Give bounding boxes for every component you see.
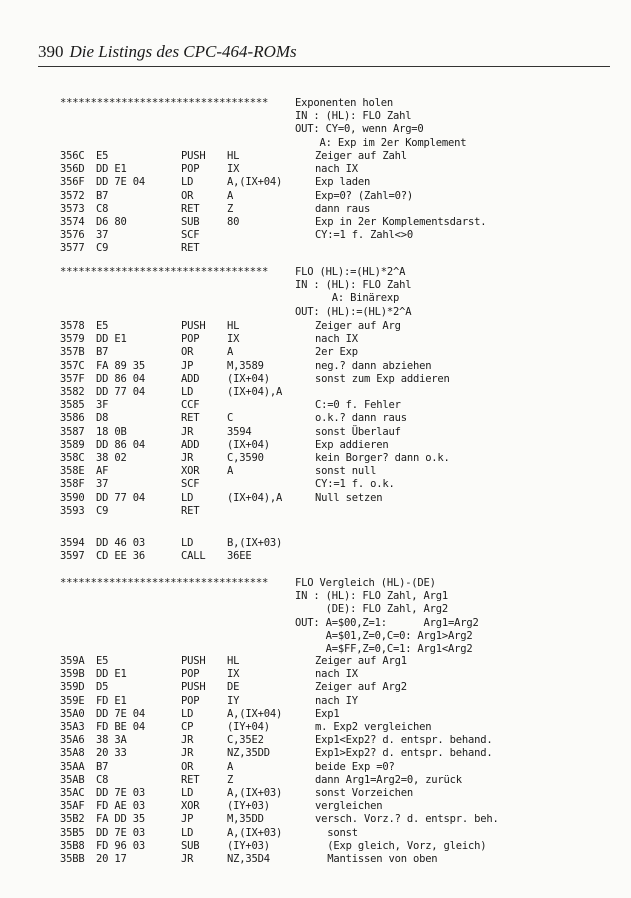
line-comment: nach IX: [315, 333, 358, 346]
line-comment: beide Exp =0?: [315, 760, 395, 773]
line-mnemonic: RET: [181, 773, 200, 786]
line-mnemonic: XOR: [181, 800, 200, 813]
line-address: 35A6: [60, 734, 85, 747]
line-mnemonic: OR: [181, 346, 194, 359]
line-opcode-bytes: E5: [96, 320, 109, 332]
line-mnemonic: SUB: [181, 216, 200, 228]
line-opcode-bytes: B7: [96, 346, 109, 359]
line-address: 3587: [60, 425, 85, 438]
line-address: 358E: [60, 465, 85, 478]
line-opcode-bytes: FD AE 03: [96, 800, 145, 813]
line-operand: 3594: [227, 425, 252, 438]
line-address: 3589: [60, 438, 85, 451]
line-comment: Exp1: [315, 707, 340, 720]
line-opcode-bytes: CD EE 36: [96, 550, 145, 563]
line-operand: M,3589: [227, 359, 264, 372]
line-address: 35B2: [60, 813, 85, 826]
line-mnemonic: JR: [181, 452, 194, 464]
line-mnemonic: CALL: [181, 550, 206, 563]
line-opcode-bytes: DD 77 04: [96, 491, 145, 504]
line-opcode-bytes: 37: [96, 478, 109, 491]
line-mnemonic: OR: [181, 760, 194, 773]
line-comment: (Exp gleich, Vorz, gleich): [315, 839, 487, 852]
line-operand: DE: [227, 681, 240, 694]
line-address: 357F: [60, 372, 85, 385]
line-operand: Z: [227, 202, 234, 215]
line-address: 35A0: [60, 707, 85, 720]
line-operand: IX: [227, 163, 240, 176]
line-opcode-bytes: B7: [96, 760, 109, 773]
line-opcode-bytes: DD 7E 04: [96, 707, 145, 720]
line-mnemonic: RET: [181, 202, 200, 215]
line-mnemonic: POP: [181, 163, 200, 176]
line-comment: m. Exp2 vergleichen: [315, 721, 432, 733]
line-opcode-bytes: FD E1: [96, 694, 127, 707]
line-address: 3582: [60, 386, 85, 398]
line-mnemonic: POP: [181, 333, 200, 346]
routine-remark: A=$01,Z=0,C=0: Arg1>Arg2: [295, 629, 473, 642]
line-opcode-bytes: DD 86 04: [96, 372, 145, 385]
line-opcode-bytes: 3F: [96, 399, 109, 412]
line-mnemonic: LD: [181, 176, 194, 189]
line-address: 356C: [60, 150, 85, 162]
routine-remark: Exponenten holen: [295, 97, 393, 109]
line-operand: 80: [227, 216, 240, 228]
line-address: 35AB: [60, 773, 85, 786]
line-operand: M,35DD: [227, 813, 264, 826]
line-address: 3578: [60, 320, 85, 332]
line-comment: nach IX: [315, 668, 358, 681]
line-mnemonic: RET: [181, 504, 200, 517]
line-mnemonic: JR: [181, 747, 194, 760]
routine-remark: FLO (HL):=(HL)*2^A: [295, 266, 406, 278]
line-opcode-bytes: C9: [96, 504, 109, 517]
line-mnemonic: JP: [181, 359, 194, 372]
line-comment: Zeiger auf Arg2: [315, 681, 407, 694]
line-comment: versch. Vorz.? d. entspr. beh.: [315, 813, 499, 826]
line-operand: (IY+04): [227, 721, 270, 733]
line-address: 3579: [60, 333, 85, 346]
line-mnemonic: JR: [181, 853, 194, 865]
line-comment: C:=0 f. Fehler: [315, 399, 401, 412]
line-mnemonic: ADD: [181, 372, 200, 385]
routine-remark: OUT: CY=0, wenn Arg=0: [295, 123, 424, 136]
line-comment: Exp addieren: [315, 438, 389, 451]
line-address: 359A: [60, 655, 85, 667]
line-mnemonic: POP: [181, 694, 200, 707]
line-mnemonic: PUSH: [181, 681, 206, 694]
routine-remark: OUT: (HL):=(HL)*2^A: [295, 305, 412, 318]
line-opcode-bytes: D8: [96, 412, 109, 425]
line-comment: Exp1>Exp2? d. entspr. behand.: [315, 747, 493, 760]
line-address: 35A3: [60, 721, 85, 733]
line-address: 356D: [60, 163, 85, 176]
line-comment: sonst: [315, 826, 358, 839]
line-opcode-bytes: DD E1: [96, 163, 127, 176]
line-address: 3597: [60, 550, 85, 563]
line-opcode-bytes: E5: [96, 655, 109, 667]
line-comment: Zeiger auf Arg1: [315, 655, 407, 667]
line-address: 359D: [60, 681, 85, 694]
section-separator: **********************************: [60, 97, 269, 109]
line-opcode-bytes: D5: [96, 681, 109, 694]
line-mnemonic: XOR: [181, 465, 200, 478]
line-address: 35A8: [60, 747, 85, 760]
line-mnemonic: PUSH: [181, 320, 206, 332]
line-operand: (IY+03): [227, 800, 270, 813]
line-operand: 36EE: [227, 550, 252, 563]
line-comment: nach IX: [315, 163, 358, 176]
line-opcode-bytes: DD 7E 03: [96, 826, 145, 839]
line-comment: 2er Exp: [315, 346, 358, 359]
line-operand: Z: [227, 773, 234, 786]
line-opcode-bytes: E5: [96, 150, 109, 162]
line-comment: Exp laden: [315, 176, 371, 189]
routine-remark: OUT: A=$00,Z=1: Arg1=Arg2: [295, 616, 479, 629]
line-opcode-bytes: C8: [96, 773, 109, 786]
line-mnemonic: JR: [181, 425, 194, 438]
line-address: 358C: [60, 452, 85, 464]
line-operand: HL: [227, 320, 240, 332]
line-mnemonic: LD: [181, 826, 194, 839]
line-opcode-bytes: 38 3A: [96, 734, 127, 747]
line-operand: B,(IX+03): [227, 537, 283, 549]
line-mnemonic: LD: [181, 537, 194, 549]
line-opcode-bytes: FA 89 35: [96, 359, 145, 372]
line-opcode-bytes: DD 86 04: [96, 438, 145, 451]
line-comment: neg.? dann abziehen: [315, 359, 432, 372]
routine-remark: (DE): FLO Zahl, Arg2: [295, 603, 449, 616]
line-opcode-bytes: DD 77 04: [96, 386, 145, 398]
line-comment: sonst null: [315, 465, 377, 478]
line-opcode-bytes: C9: [96, 242, 109, 255]
line-mnemonic: JR: [181, 734, 194, 747]
section-separator: **********************************: [60, 266, 269, 278]
line-opcode-bytes: FD BE 04: [96, 721, 145, 733]
line-comment: Exp1<Exp2? d. entspr. behand.: [315, 734, 493, 747]
line-mnemonic: SUB: [181, 839, 200, 852]
line-mnemonic: LD: [181, 491, 194, 504]
line-comment: Zeiger auf Arg: [315, 320, 401, 332]
routine-remark: IN : (HL): FLO Zahl: [295, 110, 412, 123]
line-mnemonic: ADD: [181, 438, 200, 451]
page-title: Die Listings des CPC-464-ROMs: [69, 42, 297, 61]
line-mnemonic: PUSH: [181, 150, 206, 162]
line-operand: (IY+03): [227, 839, 270, 852]
line-opcode-bytes: 37: [96, 229, 109, 242]
line-operand: A,(IX+04): [227, 707, 283, 720]
line-mnemonic: LD: [181, 707, 194, 720]
line-address: 3573: [60, 202, 85, 215]
line-comment: Exp=0? (Zahl=0?): [315, 189, 413, 202]
line-comment: o.k.? dann raus: [315, 412, 407, 425]
line-opcode-bytes: DD E1: [96, 333, 127, 346]
line-comment: nach IY: [315, 694, 358, 707]
line-comment: sonst Vorzeichen: [315, 787, 413, 799]
line-operand: (IX+04): [227, 372, 270, 385]
line-mnemonic: LD: [181, 787, 194, 799]
line-comment: kein Borger? dann o.k.: [315, 452, 450, 464]
line-address: 3572: [60, 189, 85, 202]
line-address: 359B: [60, 668, 85, 681]
line-opcode-bytes: 20 33: [96, 747, 127, 760]
line-operand: (IX+04): [227, 438, 270, 451]
line-operand: A: [227, 760, 234, 773]
page-number: 390: [38, 42, 64, 61]
line-opcode-bytes: FA DD 35: [96, 813, 145, 826]
line-opcode-bytes: DD 7E 04: [96, 176, 145, 189]
line-operand: IX: [227, 668, 240, 681]
line-opcode-bytes: DD 46 03: [96, 537, 145, 549]
line-opcode-bytes: C8: [96, 202, 109, 215]
line-address: 358F: [60, 478, 85, 491]
line-opcode-bytes: 18 0B: [96, 425, 127, 438]
routine-remark: A=$FF,Z=0,C=1: Arg1<Arg2: [295, 643, 473, 655]
line-comment: dann Arg1=Arg2=0, zurück: [315, 773, 462, 786]
line-address: 35AC: [60, 787, 85, 799]
routine-remark: A: Exp im 2er Komplement: [295, 136, 467, 149]
line-mnemonic: LD: [181, 386, 194, 398]
line-opcode-bytes: 20 17: [96, 853, 127, 865]
line-comment: Null setzen: [315, 491, 383, 504]
line-comment: Zeiger auf Zahl: [315, 150, 407, 162]
line-mnemonic: SCF: [181, 478, 200, 491]
line-comment: vergleichen: [315, 800, 383, 813]
line-operand: A: [227, 189, 234, 202]
line-mnemonic: SCF: [181, 229, 200, 242]
line-address: 35B8: [60, 839, 85, 852]
line-operand: A,(IX+03): [227, 787, 283, 799]
line-address: 3590: [60, 491, 85, 504]
line-opcode-bytes: DD 7E 03: [96, 787, 145, 799]
line-opcode-bytes: DD E1: [96, 668, 127, 681]
line-operand: IX: [227, 333, 240, 346]
line-address: 357B: [60, 346, 85, 359]
routine-remark: A: Binärexp: [295, 292, 400, 305]
line-address: 3574: [60, 216, 85, 228]
line-mnemonic: CP: [181, 721, 194, 733]
routine-remark: IN : (HL): FLO Zahl, Arg1: [295, 590, 449, 603]
line-operand: (IX+04),A: [227, 386, 283, 398]
line-address: 3593: [60, 504, 85, 517]
line-mnemonic: RET: [181, 242, 200, 255]
line-address: 3576: [60, 229, 85, 242]
line-address: 3577: [60, 242, 85, 255]
line-operand: A,(IX+04): [227, 176, 283, 189]
line-operand: A,(IX+03): [227, 826, 283, 839]
line-mnemonic: JP: [181, 813, 194, 826]
line-address: 35AA: [60, 760, 85, 773]
line-operand: HL: [227, 655, 240, 667]
line-opcode-bytes: AF: [96, 465, 109, 478]
line-comment: dann raus: [315, 202, 371, 215]
line-comment: Exp in 2er Komplementsdarst.: [315, 216, 487, 228]
line-comment: sonst Überlauf: [315, 425, 401, 438]
line-opcode-bytes: 38 02: [96, 452, 127, 464]
line-address: 359E: [60, 694, 85, 707]
line-comment: Mantissen von oben: [315, 853, 438, 865]
line-operand: (IX+04),A: [227, 491, 283, 504]
line-address: 357C: [60, 359, 85, 372]
line-opcode-bytes: D6 80: [96, 216, 127, 228]
line-mnemonic: RET: [181, 412, 200, 425]
line-operand: C,3590: [227, 452, 264, 464]
line-comment: sonst zum Exp addieren: [315, 372, 450, 385]
line-operand: C,35E2: [227, 734, 264, 747]
line-address: 35AF: [60, 800, 85, 813]
line-operand: HL: [227, 150, 240, 162]
routine-remark: IN : (HL): FLO Zahl: [295, 279, 412, 292]
line-address: 3594: [60, 537, 85, 549]
line-address: 35B5: [60, 826, 85, 839]
line-operand: A: [227, 465, 234, 478]
line-address: 356F: [60, 176, 85, 189]
routine-remark: FLO Vergleich (HL)-(DE): [295, 577, 436, 589]
line-operand: NZ,35DD: [227, 747, 270, 760]
line-address: 3585: [60, 399, 85, 412]
line-opcode-bytes: FD 96 03: [96, 839, 145, 852]
line-operand: C: [227, 412, 234, 425]
line-operand: NZ,35D4: [227, 853, 270, 865]
line-mnemonic: CCF: [181, 399, 200, 412]
line-opcode-bytes: B7: [96, 189, 109, 202]
line-comment: CY:=1 f. Zahl<>0: [315, 229, 413, 242]
line-mnemonic: PUSH: [181, 655, 206, 667]
line-operand: IY: [227, 694, 240, 707]
line-mnemonic: OR: [181, 189, 194, 202]
line-address: 35BB: [60, 853, 85, 865]
line-comment: CY:=1 f. o.k.: [315, 478, 395, 491]
line-address: 3586: [60, 412, 85, 425]
line-mnemonic: POP: [181, 668, 200, 681]
line-operand: A: [227, 346, 234, 359]
section-separator: **********************************: [60, 577, 269, 589]
